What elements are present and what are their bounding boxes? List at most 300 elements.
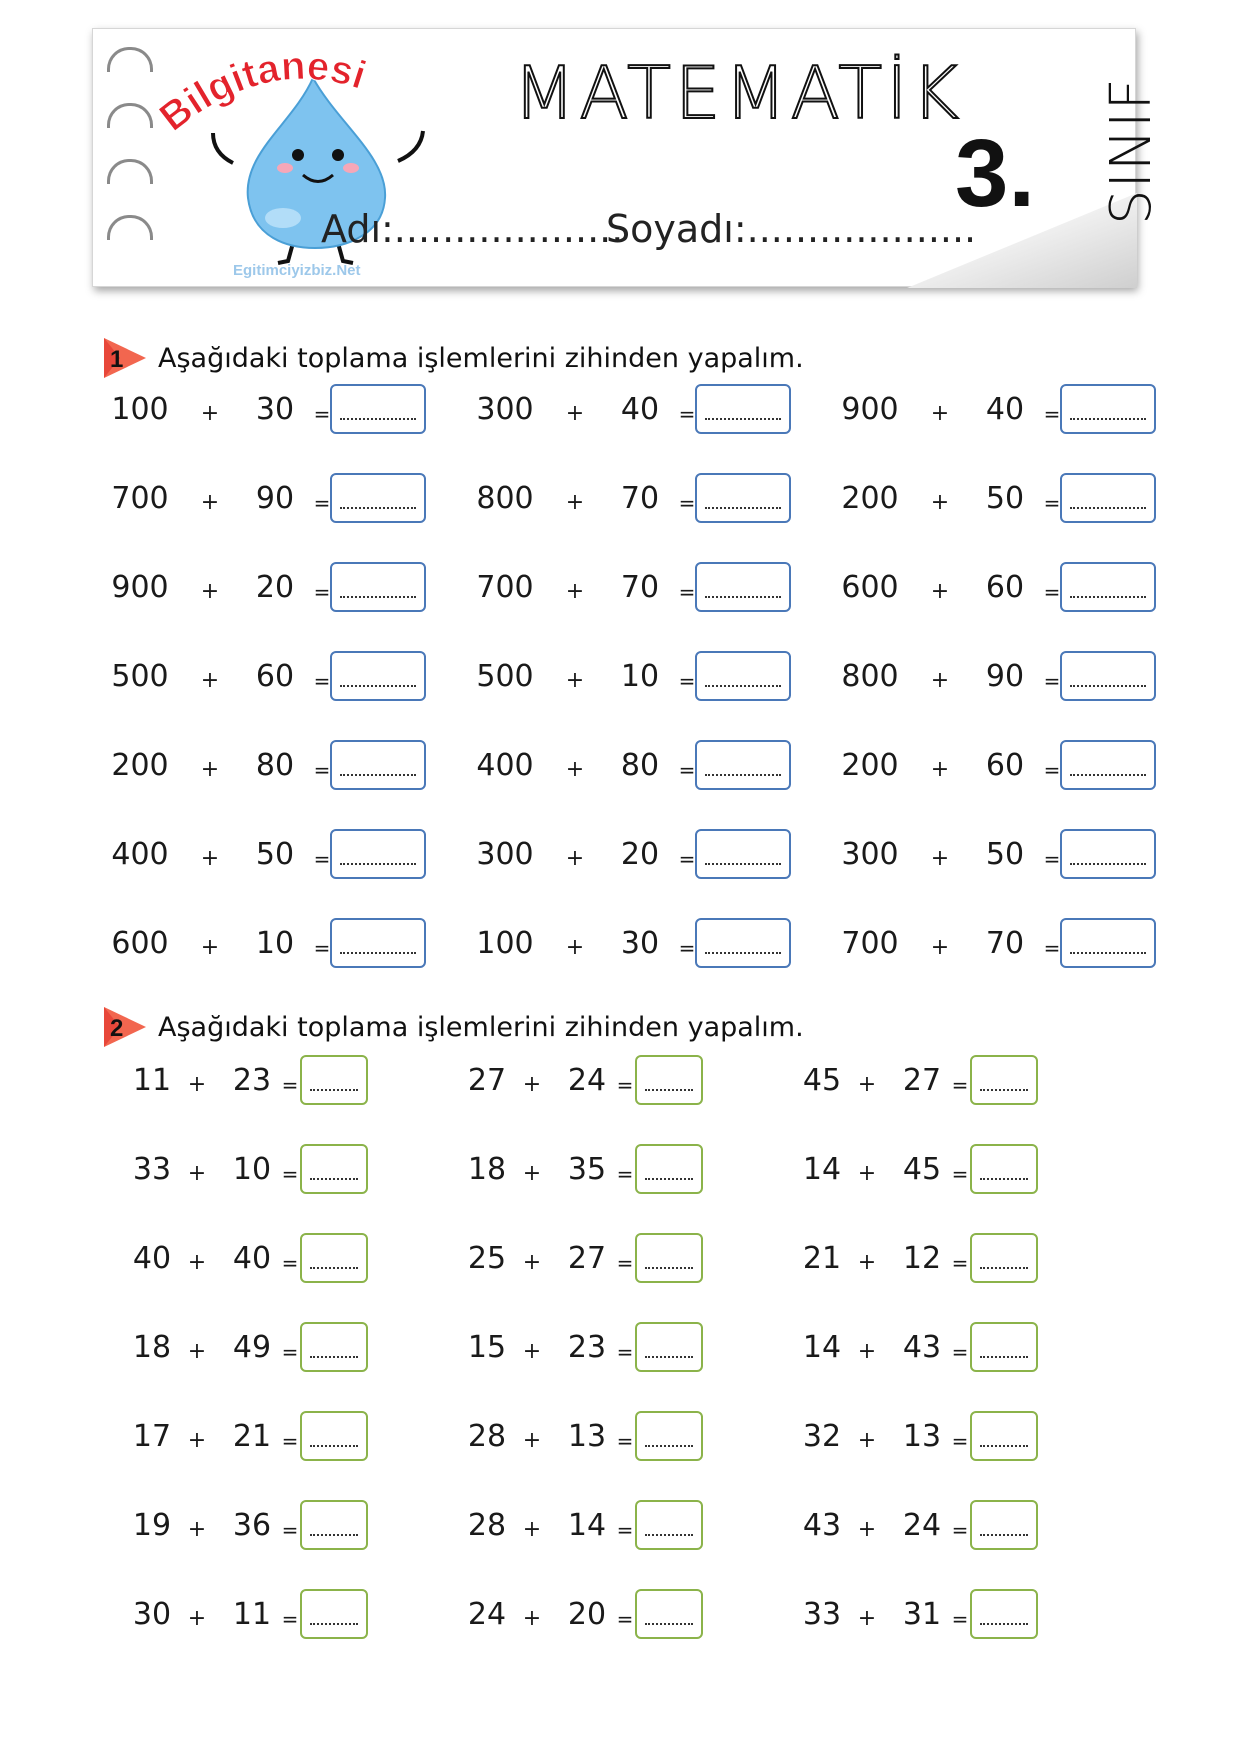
addition-problem (120, 1411, 420, 1463)
addition-problem (465, 829, 825, 881)
plus-sign: + (522, 1428, 542, 1453)
answer-box[interactable] (970, 1233, 1038, 1283)
answer-dotted-line (310, 1267, 358, 1269)
addition-problem (120, 1144, 420, 1196)
answer-box[interactable] (300, 1589, 368, 1639)
plus-sign: + (565, 757, 585, 782)
addend-1: 800 (476, 481, 534, 516)
addition-problem (790, 1589, 1090, 1641)
plus-sign: + (857, 1161, 877, 1186)
plus-sign: + (930, 579, 950, 604)
answer-dotted-line (1070, 774, 1146, 776)
addend-2: 40 (985, 392, 1025, 427)
addend-1: 28 (467, 1508, 507, 1543)
surname-field: Soyadı:................... (606, 207, 977, 251)
addend-1: 15 (467, 1330, 507, 1365)
addend-1: 45 (802, 1063, 842, 1098)
addition-problem (830, 562, 1190, 614)
logo-subtext: Egitimciyizbiz.Net (233, 262, 361, 279)
addend-1: 300 (841, 837, 899, 872)
answer-box[interactable] (330, 562, 426, 612)
addend-2: 50 (985, 837, 1025, 872)
equals-sign: = (616, 1518, 634, 1542)
answer-box[interactable] (1060, 740, 1156, 790)
answer-box[interactable] (1060, 384, 1156, 434)
binder-ring (107, 159, 153, 184)
answer-dotted-line (1070, 418, 1146, 420)
answer-box[interactable] (300, 1411, 368, 1461)
answer-box[interactable] (970, 1322, 1038, 1372)
answer-dotted-line (310, 1623, 358, 1625)
page-title: MATEMATİK (513, 51, 963, 135)
addend-2: 36 (232, 1508, 272, 1543)
addition-problem (455, 1144, 755, 1196)
addend-1: 43 (802, 1508, 842, 1543)
answer-box[interactable] (695, 918, 791, 968)
answer-box[interactable] (330, 473, 426, 523)
equals-sign: = (951, 1607, 969, 1631)
answer-dotted-line (705, 507, 781, 509)
equals-sign: = (281, 1073, 299, 1097)
answer-dotted-line (310, 1356, 358, 1358)
answer-box[interactable] (330, 918, 426, 968)
answer-box[interactable] (970, 1411, 1038, 1461)
equals-sign: = (678, 936, 696, 960)
answer-box[interactable] (635, 1055, 703, 1105)
answer-dotted-line (340, 418, 416, 420)
addend-2: 90 (985, 659, 1025, 694)
addend-1: 17 (132, 1419, 172, 1454)
addend-2: 90 (255, 481, 295, 516)
addition-problem (790, 1233, 1090, 1285)
addend-2: 70 (620, 570, 660, 605)
answer-dotted-line (310, 1445, 358, 1447)
answer-dotted-line (705, 596, 781, 598)
addend-1: 25 (467, 1241, 507, 1276)
equals-sign: = (951, 1162, 969, 1186)
addend-1: 200 (841, 481, 899, 516)
addend-1: 600 (111, 926, 169, 961)
addend-2: 27 (567, 1241, 607, 1276)
equals-sign: = (678, 580, 696, 604)
answer-box[interactable] (695, 473, 791, 523)
plus-sign: + (200, 668, 220, 693)
addition-problem (455, 1233, 755, 1285)
equals-sign: = (281, 1251, 299, 1275)
plus-sign: + (930, 490, 950, 515)
addend-2: 21 (232, 1419, 272, 1454)
answer-dotted-line (705, 418, 781, 420)
equals-sign: = (951, 1518, 969, 1542)
answer-dotted-line (980, 1445, 1028, 1447)
section-2-heading (100, 1003, 804, 1051)
addend-1: 40 (132, 1241, 172, 1276)
answer-box[interactable] (300, 1500, 368, 1550)
plus-sign: + (857, 1250, 877, 1275)
plus-sign: + (857, 1428, 877, 1453)
plus-sign: + (200, 401, 220, 426)
addition-problem (830, 651, 1190, 703)
addend-2: 40 (620, 392, 660, 427)
plus-sign: + (565, 401, 585, 426)
plus-sign: + (187, 1339, 207, 1364)
addend-2: 20 (255, 570, 295, 605)
addition-problem (455, 1589, 755, 1641)
equals-sign: = (313, 758, 331, 782)
addend-2: 24 (567, 1063, 607, 1098)
answer-dotted-line (705, 774, 781, 776)
addend-2: 31 (902, 1597, 942, 1632)
answer-box[interactable] (300, 1055, 368, 1105)
equals-sign: = (616, 1340, 634, 1364)
answer-dotted-line (645, 1623, 693, 1625)
equals-sign: = (1043, 402, 1061, 426)
addition-problem (100, 473, 460, 525)
plus-sign: + (200, 757, 220, 782)
addend-1: 700 (841, 926, 899, 961)
plus-sign: + (187, 1250, 207, 1275)
addition-problem (790, 1322, 1090, 1374)
equals-sign: = (678, 758, 696, 782)
addend-2: 20 (567, 1597, 607, 1632)
addend-1: 400 (111, 837, 169, 872)
answer-box[interactable] (970, 1589, 1038, 1639)
plus-sign: + (200, 490, 220, 515)
equals-sign: = (951, 1340, 969, 1364)
answer-box[interactable] (1060, 562, 1156, 612)
answer-dotted-line (705, 863, 781, 865)
answer-box[interactable] (695, 740, 791, 790)
answer-box[interactable] (330, 829, 426, 879)
answer-dotted-line (310, 1178, 358, 1180)
addition-problem (830, 918, 1190, 970)
answer-box[interactable] (635, 1233, 703, 1283)
addend-1: 200 (111, 748, 169, 783)
addend-2: 50 (985, 481, 1025, 516)
plus-sign: + (930, 757, 950, 782)
answer-dotted-line (980, 1534, 1028, 1536)
addend-1: 200 (841, 748, 899, 783)
addend-1: 33 (802, 1597, 842, 1632)
addition-problem (790, 1411, 1090, 1463)
answer-dotted-line (705, 952, 781, 954)
addition-problem (455, 1500, 755, 1552)
equals-sign: = (678, 402, 696, 426)
addend-1: 32 (802, 1419, 842, 1454)
answer-dotted-line (645, 1445, 693, 1447)
addend-2: 24 (902, 1508, 942, 1543)
plus-sign: + (187, 1517, 207, 1542)
addend-1: 28 (467, 1419, 507, 1454)
addend-2: 10 (620, 659, 660, 694)
addition-problem (100, 829, 460, 881)
addition-problem (455, 1055, 755, 1107)
answer-dotted-line (340, 685, 416, 687)
addend-2: 27 (902, 1063, 942, 1098)
answer-dotted-line (340, 774, 416, 776)
addition-problem (100, 384, 460, 436)
answer-box[interactable] (1060, 829, 1156, 879)
addition-problem (790, 1500, 1090, 1552)
answer-dotted-line (1070, 952, 1146, 954)
addition-problem (830, 829, 1190, 881)
addition-problem (100, 651, 460, 703)
addend-2: 60 (985, 570, 1025, 605)
addition-problem (830, 384, 1190, 436)
answer-box[interactable] (970, 1500, 1038, 1550)
equals-sign: = (313, 580, 331, 604)
addend-1: 14 (802, 1330, 842, 1365)
addend-2: 30 (255, 392, 295, 427)
equals-sign: = (281, 1162, 299, 1186)
section-badge (100, 334, 148, 382)
equals-sign: = (951, 1429, 969, 1453)
addition-problem (120, 1322, 420, 1374)
answer-dotted-line (980, 1356, 1028, 1358)
equals-sign: = (616, 1073, 634, 1097)
answer-box[interactable] (330, 651, 426, 701)
addend-2: 20 (620, 837, 660, 872)
addend-2: 60 (985, 748, 1025, 783)
plus-sign: + (522, 1339, 542, 1364)
addend-2: 10 (232, 1152, 272, 1187)
addend-1: 800 (841, 659, 899, 694)
name-field: Adı:................... (321, 207, 624, 251)
equals-sign: = (281, 1429, 299, 1453)
answer-dotted-line (980, 1178, 1028, 1180)
addend-2: 50 (255, 837, 295, 872)
answer-box[interactable] (970, 1055, 1038, 1105)
binder-ring (107, 215, 153, 240)
answer-box[interactable] (300, 1322, 368, 1372)
addend-2: 70 (985, 926, 1025, 961)
addend-1: 30 (132, 1597, 172, 1632)
plus-sign: + (522, 1161, 542, 1186)
addend-1: 100 (476, 926, 534, 961)
answer-box[interactable] (970, 1144, 1038, 1194)
addend-2: 45 (902, 1152, 942, 1187)
answer-box[interactable] (1060, 918, 1156, 968)
equals-sign: = (313, 669, 331, 693)
plus-sign: + (522, 1606, 542, 1631)
addition-problem (465, 384, 825, 436)
plus-sign: + (187, 1072, 207, 1097)
answer-dotted-line (1070, 863, 1146, 865)
addend-2: 11 (232, 1597, 272, 1632)
answer-box[interactable] (300, 1233, 368, 1283)
equals-sign: = (678, 669, 696, 693)
addend-2: 35 (567, 1152, 607, 1187)
plus-sign: + (565, 579, 585, 604)
answer-dotted-line (1070, 507, 1146, 509)
addend-1: 400 (476, 748, 534, 783)
addend-2: 13 (902, 1419, 942, 1454)
plus-sign: + (930, 846, 950, 871)
addend-2: 13 (567, 1419, 607, 1454)
answer-box[interactable] (330, 384, 426, 434)
addend-1: 600 (841, 570, 899, 605)
addend-1: 18 (467, 1152, 507, 1187)
plus-sign: + (187, 1606, 207, 1631)
addition-problem (120, 1233, 420, 1285)
addition-problem (465, 651, 825, 703)
equals-sign: = (951, 1251, 969, 1275)
addition-problem (100, 562, 460, 614)
answer-box[interactable] (635, 1322, 703, 1372)
addend-1: 21 (802, 1241, 842, 1276)
answer-dotted-line (980, 1623, 1028, 1625)
addition-problem (455, 1411, 755, 1463)
addend-2: 10 (255, 926, 295, 961)
addition-problem (790, 1055, 1090, 1107)
plus-sign: + (857, 1606, 877, 1631)
plus-sign: + (857, 1517, 877, 1542)
answer-box[interactable] (695, 562, 791, 612)
addend-2: 12 (902, 1241, 942, 1276)
answer-box[interactable] (635, 1411, 703, 1461)
answer-dotted-line (310, 1534, 358, 1536)
answer-box[interactable] (635, 1144, 703, 1194)
answer-box[interactable] (635, 1589, 703, 1639)
addend-1: 300 (476, 392, 534, 427)
equals-sign: = (313, 936, 331, 960)
addition-problem (790, 1144, 1090, 1196)
answer-box[interactable] (635, 1500, 703, 1550)
addend-1: 14 (802, 1152, 842, 1187)
plus-sign: + (522, 1517, 542, 1542)
binder-ring (107, 103, 153, 128)
binder-ring (107, 47, 153, 72)
plus-sign: + (930, 401, 950, 426)
answer-dotted-line (310, 1089, 358, 1091)
section-badge (100, 1003, 148, 1051)
addend-2: 30 (620, 926, 660, 961)
answer-box[interactable] (695, 829, 791, 879)
equals-sign: = (281, 1340, 299, 1364)
answer-dotted-line (645, 1089, 693, 1091)
addition-problem (830, 473, 1190, 525)
answer-dotted-line (340, 596, 416, 598)
plus-sign: + (565, 490, 585, 515)
section-number: 2 (110, 1015, 124, 1042)
addend-1: 19 (132, 1508, 172, 1543)
addition-problem (465, 918, 825, 970)
addend-2: 40 (232, 1241, 272, 1276)
addition-problem (465, 473, 825, 525)
plus-sign: + (522, 1250, 542, 1275)
addend-1: 300 (476, 837, 534, 872)
section-1-heading (100, 334, 804, 382)
addend-1: 11 (132, 1063, 172, 1098)
answer-box[interactable] (330, 740, 426, 790)
addition-problem (830, 740, 1190, 792)
plus-sign: + (565, 668, 585, 693)
equals-sign: = (313, 491, 331, 515)
answer-box[interactable] (1060, 473, 1156, 523)
addition-problem (100, 740, 460, 792)
section-instruction: Aşağıdaki toplama işlemlerini zihinden yapalım. (158, 342, 804, 374)
equals-sign: = (1043, 580, 1061, 604)
answer-box[interactable] (695, 384, 791, 434)
addition-problem (465, 562, 825, 614)
answer-dotted-line (645, 1178, 693, 1180)
equals-sign: = (616, 1607, 634, 1631)
addend-1: 33 (132, 1152, 172, 1187)
plus-sign: + (565, 935, 585, 960)
addition-problem (455, 1322, 755, 1374)
equals-sign: = (1043, 758, 1061, 782)
addend-2: 49 (232, 1330, 272, 1365)
addend-1: 18 (132, 1330, 172, 1365)
addend-1: 900 (111, 570, 169, 605)
plus-sign: + (857, 1339, 877, 1364)
grade-number: 3. (955, 120, 1036, 227)
answer-dotted-line (1070, 685, 1146, 687)
addend-2: 60 (255, 659, 295, 694)
section-number: 1 (110, 346, 124, 373)
grade-word: SINIF (1099, 77, 1164, 225)
equals-sign: = (313, 847, 331, 871)
addend-1: 27 (467, 1063, 507, 1098)
addend-2: 23 (232, 1063, 272, 1098)
section-instruction: Aşağıdaki toplama işlemlerini zihinden yapalım. (158, 1011, 804, 1043)
addend-2: 80 (255, 748, 295, 783)
answer-dotted-line (980, 1267, 1028, 1269)
equals-sign: = (1043, 936, 1061, 960)
addend-2: 80 (620, 748, 660, 783)
answer-dotted-line (645, 1534, 693, 1536)
equals-sign: = (1043, 847, 1061, 871)
plus-sign: + (187, 1161, 207, 1186)
answer-dotted-line (645, 1267, 693, 1269)
equals-sign: = (678, 847, 696, 871)
plus-sign: + (200, 935, 220, 960)
addition-problem (100, 918, 460, 970)
equals-sign: = (616, 1162, 634, 1186)
addend-2: 70 (620, 481, 660, 516)
answer-dotted-line (1070, 596, 1146, 598)
addition-problem (120, 1500, 420, 1552)
answer-box[interactable] (695, 651, 791, 701)
plus-sign: + (857, 1072, 877, 1097)
addend-2: 23 (567, 1330, 607, 1365)
addend-1: 700 (111, 481, 169, 516)
addend-2: 43 (902, 1330, 942, 1365)
equals-sign: = (616, 1429, 634, 1453)
addend-1: 24 (467, 1597, 507, 1632)
equals-sign: = (281, 1607, 299, 1631)
answer-box[interactable] (1060, 651, 1156, 701)
answer-dotted-line (705, 685, 781, 687)
plus-sign: + (522, 1072, 542, 1097)
addend-1: 500 (111, 659, 169, 694)
addition-problem (465, 740, 825, 792)
addend-2: 14 (567, 1508, 607, 1543)
equals-sign: = (678, 491, 696, 515)
equals-sign: = (1043, 491, 1061, 515)
plus-sign: + (200, 579, 220, 604)
equals-sign: = (951, 1073, 969, 1097)
equals-sign: = (616, 1251, 634, 1275)
plus-sign: + (187, 1428, 207, 1453)
answer-dotted-line (980, 1089, 1028, 1091)
plus-sign: + (930, 935, 950, 960)
worksheet-header (92, 28, 1164, 287)
answer-box[interactable] (300, 1144, 368, 1194)
addend-1: 700 (476, 570, 534, 605)
answer-dotted-line (340, 952, 416, 954)
answer-dotted-line (645, 1356, 693, 1358)
